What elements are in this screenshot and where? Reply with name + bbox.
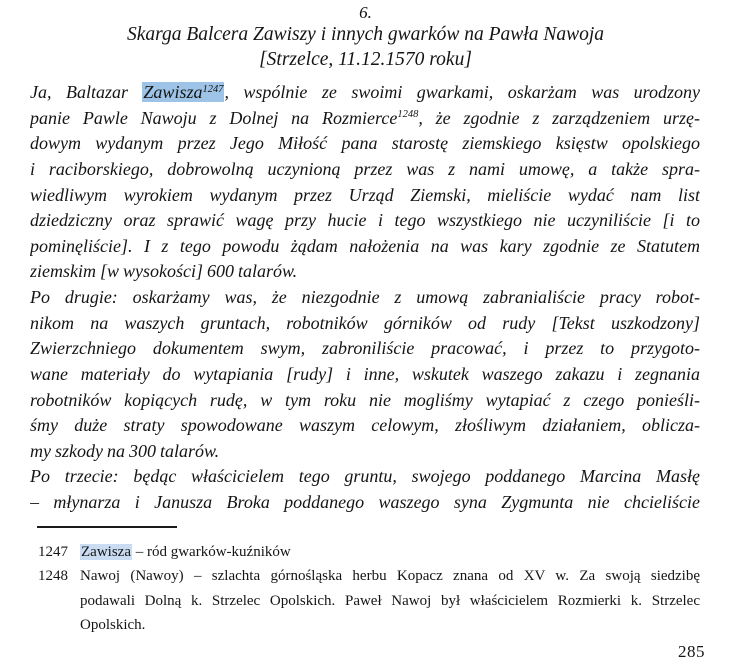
text-line — [30, 183, 700, 209]
text-segment: Po drugie: oskarżamy was, że niezgodnie z umową zabranialiście pracy robot- — [30, 287, 700, 307]
footnote-text — [80, 564, 700, 637]
document-title: Skarga Balcera Zawiszy i innych gwarków na Pawła Nawoja — [126, 24, 605, 45]
text-line — [30, 259, 700, 285]
text-line — [30, 157, 700, 183]
footnote-text — [80, 540, 700, 564]
footnote-rule — [37, 526, 177, 528]
text-line — [80, 589, 700, 613]
document-subtitle: [Strzelce, 11.12.1570 roku] — [259, 49, 472, 70]
text-segment: Zwierzchniego dokumentem swym, zabroniliście pracować, i przez to przygoto- — [30, 338, 700, 359]
highlight-span — [142, 82, 224, 102]
text-line — [30, 362, 700, 388]
text-line — [30, 311, 700, 337]
text-line — [30, 208, 700, 234]
text-segment: dziedziczny oraz sprawić wagę przy hucie i tego wszystkiego nie uczyniliście [i to — [30, 210, 700, 231]
text-segment: nikom na waszych gruntach, robotników górników od rudy [Tekst uszkodzony] — [30, 312, 700, 333]
text-segment: Ja, Baltazar — [30, 82, 143, 102]
text-segment: Zawisza — [81, 544, 131, 560]
text-line — [30, 106, 700, 132]
body-text — [30, 80, 700, 516]
text-segment: robotników kopiących rudę, w tym roku nie mogliśmy wytapiać z czego ponieśli- — [30, 389, 700, 410]
text-segment: śmy duże straty spowodowane waszym celowym, złośliwym działaniem, oblicza- — [30, 415, 700, 436]
text-line — [30, 388, 700, 414]
text-line — [30, 490, 700, 516]
footnote-number: 1247 — [38, 544, 68, 560]
text-segment: Nawoj (Nawoy) – szlachta górnośląska herbu Kopacz znana od XV w. Za swoją siedzibę — [80, 568, 700, 585]
footnote-number: 1248 — [38, 568, 68, 585]
text-segment: Po trzecie: będąc właścicielem tego gruntu, swojego poddanego Marcina Masłę — [30, 466, 700, 487]
text-segment: – ród gwarków-kuźników — [131, 544, 291, 560]
text-segment: podawali Dolną k. Strzelec Opolskich. Paweł Nawoj był właścicielem Rozmierki k. Strzelec — [80, 592, 700, 609]
text-segment: panie Pawle Nawoju z Dolnej na Rozmierce — [30, 107, 398, 128]
text-line — [30, 464, 700, 490]
text-segment: , że zgodnie z zarządzeniem urzę- — [418, 107, 700, 128]
text-segment: wane materiały do wytapiania [rudy] i inne, wskutek waszego zakazu i zegnania — [30, 363, 700, 384]
text-line — [30, 234, 700, 260]
text-segment: – młynarza i Janusza Broka poddanego waszego syna Zygmunta nie chcieliście — [30, 492, 700, 512]
text-segment: ziemskim [w wysokości] 600 talarów. — [30, 261, 298, 282]
text-segment: Zawisza — [143, 82, 203, 102]
footnote — [38, 540, 700, 564]
section-number: 6. — [359, 3, 372, 22]
text-line — [30, 80, 700, 106]
text-line — [80, 540, 700, 564]
text-line — [30, 131, 700, 157]
page-number: 285 — [678, 642, 705, 661]
text-line — [30, 336, 700, 362]
text-line — [30, 285, 700, 311]
text-segment: dowym wydanym przez Jego Miłość pana starostę ziemskiego księstw opolskiego — [30, 133, 700, 154]
text-segment: i raciborskiego, dobrowolną uczynioną przez was z nami umowę, a także spra- — [30, 158, 700, 179]
text-line — [30, 413, 700, 439]
text-segment: my szkody na 300 talarów. — [30, 440, 220, 461]
text-segment: pominęliście]. I z tego powodu żądam nałożenia na was kary zgodnie ze Statutem — [30, 235, 700, 256]
text-line — [30, 439, 700, 465]
footnote — [38, 564, 700, 637]
footnote-ref: 1247 — [202, 83, 224, 95]
text-segment: wiedliwym wyrokiem wydanym przez Urząd Ziemski, mieliście wydać nam list — [30, 184, 700, 205]
footnotes-section — [38, 540, 700, 637]
text-segment: , wspólnie ze swoimi gwarkami, oskarżam was urodzony — [224, 82, 700, 102]
highlight-span — [80, 544, 132, 560]
footnote-ref: 1248 — [397, 109, 419, 121]
text-line — [80, 613, 700, 637]
text-line — [80, 564, 700, 588]
text-segment: Opolskich. — [80, 616, 146, 633]
